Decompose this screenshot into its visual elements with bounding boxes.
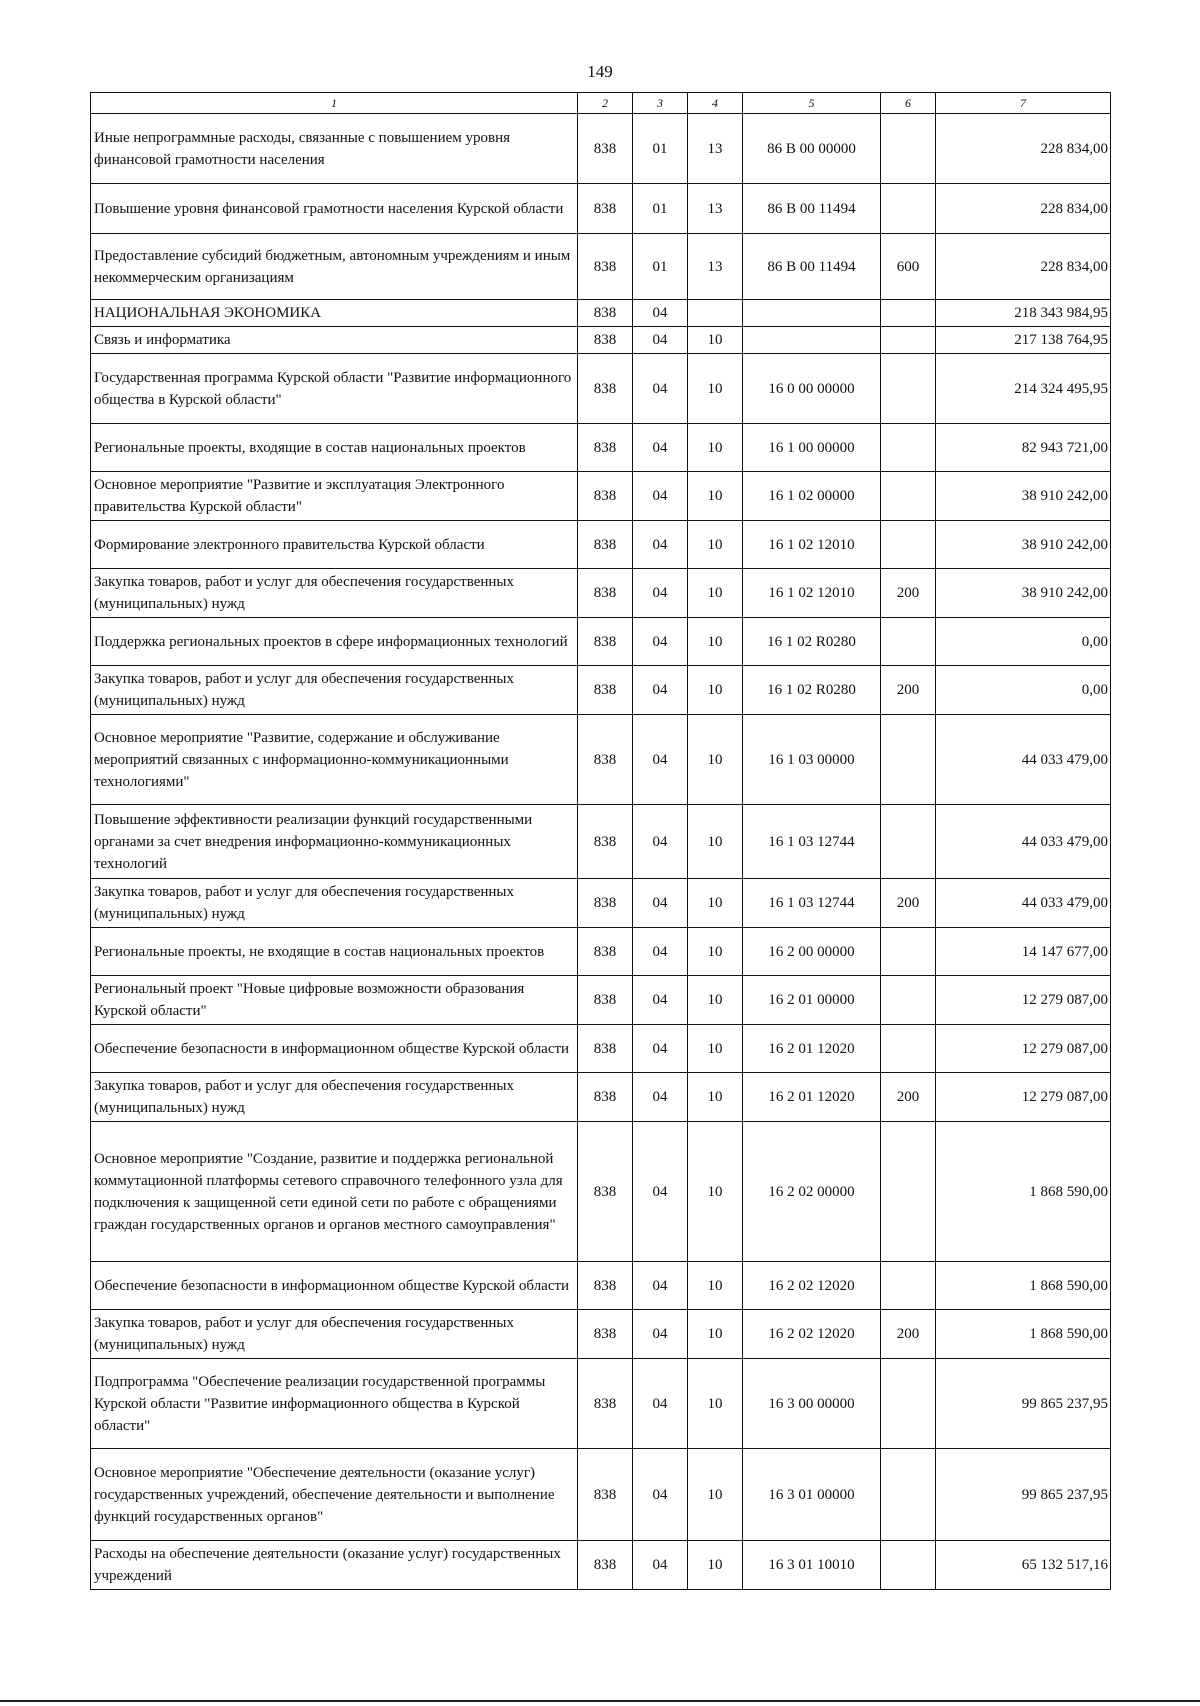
expense-type-cell bbox=[881, 1122, 936, 1262]
ministry-code-cell: 838 bbox=[578, 424, 633, 472]
target-article-cell bbox=[743, 327, 881, 354]
amount-cell: 214 324 495,95 bbox=[936, 354, 1111, 424]
ministry-code-cell: 838 bbox=[578, 354, 633, 424]
subsection-code-cell: 10 bbox=[688, 618, 743, 666]
ministry-code-cell: 838 bbox=[578, 521, 633, 569]
row-name-cell: Основное мероприятие "Обеспечение деятельности (оказание услуг) государственных учреждений, обеспечение деятельности и выполнение функций государственных органов" bbox=[91, 1449, 578, 1541]
target-article-cell: 16 3 01 10010 bbox=[743, 1541, 881, 1590]
ministry-code-cell: 838 bbox=[578, 327, 633, 354]
table-row bbox=[91, 1122, 1111, 1262]
amount-cell: 228 834,00 bbox=[936, 184, 1111, 234]
section-code-cell: 01 bbox=[633, 234, 688, 300]
ministry-code-cell: 838 bbox=[578, 1262, 633, 1310]
row-name-cell: Связь и информатика bbox=[91, 327, 578, 354]
section-code-cell: 04 bbox=[633, 300, 688, 327]
subsection-code-cell: 10 bbox=[688, 1359, 743, 1449]
ministry-code-cell: 838 bbox=[578, 472, 633, 521]
amount-cell: 12 279 087,00 bbox=[936, 1025, 1111, 1073]
column-header-row bbox=[91, 93, 1111, 114]
ministry-code-cell: 838 bbox=[578, 1541, 633, 1590]
amount-cell: 44 033 479,00 bbox=[936, 715, 1111, 805]
target-article-cell: 16 1 02 R0280 bbox=[743, 666, 881, 715]
row-name-cell: Основное мероприятие "Развитие, содержание и обслуживание мероприятий связанных с информационно-коммуникационными технологиями" bbox=[91, 715, 578, 805]
row-name-cell: Формирование электронного правительства Курской области bbox=[91, 521, 578, 569]
amount-cell: 12 279 087,00 bbox=[936, 976, 1111, 1025]
subsection-code-cell: 10 bbox=[688, 805, 743, 879]
row-name-cell: Региональный проект "Новые цифровые возможности образования Курской области" bbox=[91, 976, 578, 1025]
expense-type-cell bbox=[881, 424, 936, 472]
amount-cell: 99 865 237,95 bbox=[936, 1449, 1111, 1541]
table-row bbox=[91, 114, 1111, 184]
section-code-cell: 04 bbox=[633, 521, 688, 569]
amount-cell: 38 910 242,00 bbox=[936, 472, 1111, 521]
row-name-cell: Региональные проекты, не входящие в состав национальных проектов bbox=[91, 928, 578, 976]
column-header: 4 bbox=[688, 93, 743, 114]
amount-cell: 65 132 517,16 bbox=[936, 1541, 1111, 1590]
row-name-cell: Обеспечение безопасности в информационном обществе Курской области bbox=[91, 1262, 578, 1310]
amount-cell: 1 868 590,00 bbox=[936, 1122, 1111, 1262]
row-name-cell: Региональные проекты, входящие в состав национальных проектов bbox=[91, 424, 578, 472]
expense-type-cell bbox=[881, 114, 936, 184]
amount-cell: 12 279 087,00 bbox=[936, 1073, 1111, 1122]
table-row bbox=[91, 234, 1111, 300]
expense-type-cell bbox=[881, 354, 936, 424]
table-row bbox=[91, 424, 1111, 472]
amount-cell: 0,00 bbox=[936, 618, 1111, 666]
bottom-rule bbox=[0, 1700, 1200, 1702]
budget-table bbox=[90, 92, 1111, 1590]
subsection-code-cell bbox=[688, 300, 743, 327]
ministry-code-cell: 838 bbox=[578, 1122, 633, 1262]
ministry-code-cell: 838 bbox=[578, 234, 633, 300]
table-row bbox=[91, 928, 1111, 976]
expense-type-cell bbox=[881, 618, 936, 666]
target-article-cell: 16 2 02 12020 bbox=[743, 1310, 881, 1359]
table-row bbox=[91, 300, 1111, 327]
row-name-cell: Повышение уровня финансовой грамотности населения Курской области bbox=[91, 184, 578, 234]
row-name-cell: Предоставление субсидий бюджетным, автономным учреждениям и иным некоммерческим организациям bbox=[91, 234, 578, 300]
subsection-code-cell: 10 bbox=[688, 976, 743, 1025]
row-name-cell: Государственная программа Курской области "Развитие информационного общества в Курской области" bbox=[91, 354, 578, 424]
expense-type-cell: 200 bbox=[881, 569, 936, 618]
expense-type-cell bbox=[881, 805, 936, 879]
ministry-code-cell: 838 bbox=[578, 114, 633, 184]
amount-cell: 0,00 bbox=[936, 666, 1111, 715]
target-article-cell: 16 2 01 12020 bbox=[743, 1025, 881, 1073]
amount-cell: 217 138 764,95 bbox=[936, 327, 1111, 354]
page-number: 149 bbox=[587, 62, 613, 81]
expense-type-cell bbox=[881, 715, 936, 805]
row-name-cell: Закупка товаров, работ и услуг для обеспечения государственных (муниципальных) нужд bbox=[91, 666, 578, 715]
row-name-cell: Поддержка региональных проектов в сфере информационных технологий bbox=[91, 618, 578, 666]
expense-type-cell bbox=[881, 1359, 936, 1449]
expense-type-cell bbox=[881, 521, 936, 569]
ministry-code-cell: 838 bbox=[578, 1310, 633, 1359]
target-article-cell: 86 В 00 11494 bbox=[743, 234, 881, 300]
subsection-code-cell: 10 bbox=[688, 666, 743, 715]
table-row bbox=[91, 1449, 1111, 1541]
amount-cell: 1 868 590,00 bbox=[936, 1310, 1111, 1359]
subsection-code-cell: 10 bbox=[688, 879, 743, 928]
expense-type-cell bbox=[881, 928, 936, 976]
ministry-code-cell: 838 bbox=[578, 1359, 633, 1449]
target-article-cell: 16 1 03 00000 bbox=[743, 715, 881, 805]
expense-type-cell bbox=[881, 1449, 936, 1541]
section-code-cell: 04 bbox=[633, 976, 688, 1025]
expense-type-cell: 600 bbox=[881, 234, 936, 300]
column-header: 1 bbox=[91, 93, 578, 114]
ministry-code-cell: 838 bbox=[578, 1073, 633, 1122]
subsection-code-cell: 13 bbox=[688, 114, 743, 184]
section-code-cell: 04 bbox=[633, 354, 688, 424]
table-row bbox=[91, 715, 1111, 805]
expense-type-cell bbox=[881, 1262, 936, 1310]
row-name-cell: Закупка товаров, работ и услуг для обеспечения государственных (муниципальных) нужд bbox=[91, 1310, 578, 1359]
target-article-cell: 86 В 00 11494 bbox=[743, 184, 881, 234]
target-article-cell: 16 1 03 12744 bbox=[743, 879, 881, 928]
table-row bbox=[91, 569, 1111, 618]
section-code-cell: 04 bbox=[633, 327, 688, 354]
amount-cell: 1 868 590,00 bbox=[936, 1262, 1111, 1310]
table-row bbox=[91, 879, 1111, 928]
target-article-cell: 16 0 00 00000 bbox=[743, 354, 881, 424]
table-row bbox=[91, 1310, 1111, 1359]
ministry-code-cell: 838 bbox=[578, 618, 633, 666]
subsection-code-cell: 10 bbox=[688, 928, 743, 976]
expense-type-cell bbox=[881, 184, 936, 234]
row-name-cell: НАЦИОНАЛЬНАЯ ЭКОНОМИКА bbox=[91, 300, 578, 327]
target-article-cell: 16 3 01 00000 bbox=[743, 1449, 881, 1541]
ministry-code-cell: 838 bbox=[578, 715, 633, 805]
subsection-code-cell: 10 bbox=[688, 1025, 743, 1073]
row-name-cell: Закупка товаров, работ и услуг для обеспечения государственных (муниципальных) нужд bbox=[91, 1073, 578, 1122]
table-row bbox=[91, 618, 1111, 666]
section-code-cell: 04 bbox=[633, 569, 688, 618]
table-row bbox=[91, 1025, 1111, 1073]
subsection-code-cell: 10 bbox=[688, 1262, 743, 1310]
target-article-cell: 16 1 02 12010 bbox=[743, 569, 881, 618]
row-name-cell: Основное мероприятие "Создание, развитие и поддержка региональной коммутационной платформы сетевого справочного телефонного узла для подключения к защищенной сети единой сети по работе с обращениями граждан государственных органов и органов местного самоуправления" bbox=[91, 1122, 578, 1262]
amount-cell: 38 910 242,00 bbox=[936, 569, 1111, 618]
table-row bbox=[91, 805, 1111, 879]
expense-type-cell: 200 bbox=[881, 1073, 936, 1122]
table-row bbox=[91, 976, 1111, 1025]
expense-type-cell bbox=[881, 1541, 936, 1590]
table-row bbox=[91, 1359, 1111, 1449]
amount-cell: 228 834,00 bbox=[936, 114, 1111, 184]
expense-type-cell bbox=[881, 976, 936, 1025]
subsection-code-cell: 10 bbox=[688, 1073, 743, 1122]
target-article-cell: 16 2 02 00000 bbox=[743, 1122, 881, 1262]
target-article-cell: 16 2 02 12020 bbox=[743, 1262, 881, 1310]
column-header: 2 bbox=[578, 93, 633, 114]
target-article-cell bbox=[743, 300, 881, 327]
subsection-code-cell: 10 bbox=[688, 424, 743, 472]
target-article-cell: 16 1 00 00000 bbox=[743, 424, 881, 472]
section-code-cell: 04 bbox=[633, 879, 688, 928]
amount-cell: 38 910 242,00 bbox=[936, 521, 1111, 569]
row-name-cell: Подпрограмма "Обеспечение реализации государственной программы Курской области "Развитие информационного общества в Курской области" bbox=[91, 1359, 578, 1449]
target-article-cell: 16 3 00 00000 bbox=[743, 1359, 881, 1449]
subsection-code-cell: 10 bbox=[688, 327, 743, 354]
subsection-code-cell: 10 bbox=[688, 569, 743, 618]
column-header: 6 bbox=[881, 93, 936, 114]
subsection-code-cell: 13 bbox=[688, 234, 743, 300]
row-name-cell: Обеспечение безопасности в информационном обществе Курской области bbox=[91, 1025, 578, 1073]
section-code-cell: 04 bbox=[633, 1541, 688, 1590]
subsection-code-cell: 10 bbox=[688, 472, 743, 521]
subsection-code-cell: 10 bbox=[688, 354, 743, 424]
section-code-cell: 04 bbox=[633, 1122, 688, 1262]
table-row bbox=[91, 1073, 1111, 1122]
ministry-code-cell: 838 bbox=[578, 805, 633, 879]
row-name-cell: Повышение эффективности реализации функций государственными органами за счет внедрения информационно-коммуникационных технологий bbox=[91, 805, 578, 879]
subsection-code-cell: 10 bbox=[688, 1310, 743, 1359]
subsection-code-cell: 10 bbox=[688, 1122, 743, 1262]
table-row bbox=[91, 184, 1111, 234]
amount-cell: 82 943 721,00 bbox=[936, 424, 1111, 472]
row-name-cell: Основное мероприятие "Развитие и эксплуатация Электронного правительства Курской области" bbox=[91, 472, 578, 521]
section-code-cell: 04 bbox=[633, 1359, 688, 1449]
section-code-cell: 04 bbox=[633, 1073, 688, 1122]
target-article-cell: 16 1 02 12010 bbox=[743, 521, 881, 569]
ministry-code-cell: 838 bbox=[578, 300, 633, 327]
ministry-code-cell: 838 bbox=[578, 666, 633, 715]
target-article-cell: 16 2 01 12020 bbox=[743, 1073, 881, 1122]
row-name-cell: Иные непрограммные расходы, связанные с повышением уровня финансовой грамотности населения bbox=[91, 114, 578, 184]
row-name-cell: Расходы на обеспечение деятельности (оказание услуг) государственных учреждений bbox=[91, 1541, 578, 1590]
amount-cell: 14 147 677,00 bbox=[936, 928, 1111, 976]
section-code-cell: 01 bbox=[633, 114, 688, 184]
expense-type-cell bbox=[881, 327, 936, 354]
section-code-cell: 04 bbox=[633, 666, 688, 715]
amount-cell: 44 033 479,00 bbox=[936, 805, 1111, 879]
amount-cell: 44 033 479,00 bbox=[936, 879, 1111, 928]
amount-cell: 228 834,00 bbox=[936, 234, 1111, 300]
expense-type-cell bbox=[881, 472, 936, 521]
target-article-cell: 16 2 00 00000 bbox=[743, 928, 881, 976]
section-code-cell: 04 bbox=[633, 715, 688, 805]
section-code-cell: 01 bbox=[633, 184, 688, 234]
ministry-code-cell: 838 bbox=[578, 879, 633, 928]
target-article-cell: 16 1 02 00000 bbox=[743, 472, 881, 521]
section-code-cell: 04 bbox=[633, 618, 688, 666]
section-code-cell: 04 bbox=[633, 928, 688, 976]
target-article-cell: 16 1 02 R0280 bbox=[743, 618, 881, 666]
row-name-cell: Закупка товаров, работ и услуг для обеспечения государственных (муниципальных) нужд bbox=[91, 569, 578, 618]
column-header: 5 bbox=[743, 93, 881, 114]
subsection-code-cell: 13 bbox=[688, 184, 743, 234]
target-article-cell: 16 1 03 12744 bbox=[743, 805, 881, 879]
amount-cell: 218 343 984,95 bbox=[936, 300, 1111, 327]
target-article-cell: 86 В 00 00000 bbox=[743, 114, 881, 184]
ministry-code-cell: 838 bbox=[578, 1449, 633, 1541]
target-article-cell: 16 2 01 00000 bbox=[743, 976, 881, 1025]
amount-cell: 99 865 237,95 bbox=[936, 1359, 1111, 1449]
expense-type-cell: 200 bbox=[881, 666, 936, 715]
table-row bbox=[91, 1541, 1111, 1590]
section-code-cell: 04 bbox=[633, 1262, 688, 1310]
ministry-code-cell: 838 bbox=[578, 1025, 633, 1073]
section-code-cell: 04 bbox=[633, 1025, 688, 1073]
expense-type-cell bbox=[881, 300, 936, 327]
table-row bbox=[91, 472, 1111, 521]
ministry-code-cell: 838 bbox=[578, 928, 633, 976]
ministry-code-cell: 838 bbox=[578, 976, 633, 1025]
ministry-code-cell: 838 bbox=[578, 184, 633, 234]
section-code-cell: 04 bbox=[633, 805, 688, 879]
subsection-code-cell: 10 bbox=[688, 1541, 743, 1590]
table-row bbox=[91, 521, 1111, 569]
table-row bbox=[91, 666, 1111, 715]
section-code-cell: 04 bbox=[633, 424, 688, 472]
section-code-cell: 04 bbox=[633, 472, 688, 521]
ministry-code-cell: 838 bbox=[578, 569, 633, 618]
row-name-cell: Закупка товаров, работ и услуг для обеспечения государственных (муниципальных) нужд bbox=[91, 879, 578, 928]
table-row bbox=[91, 1262, 1111, 1310]
subsection-code-cell: 10 bbox=[688, 1449, 743, 1541]
expense-type-cell: 200 bbox=[881, 1310, 936, 1359]
subsection-code-cell: 10 bbox=[688, 715, 743, 805]
column-header: 7 bbox=[936, 93, 1111, 114]
expense-type-cell: 200 bbox=[881, 879, 936, 928]
subsection-code-cell: 10 bbox=[688, 521, 743, 569]
section-code-cell: 04 bbox=[633, 1449, 688, 1541]
expense-type-cell bbox=[881, 1025, 936, 1073]
section-code-cell: 04 bbox=[633, 1310, 688, 1359]
column-header: 3 bbox=[633, 93, 688, 114]
table-row bbox=[91, 327, 1111, 354]
table-row bbox=[91, 354, 1111, 424]
